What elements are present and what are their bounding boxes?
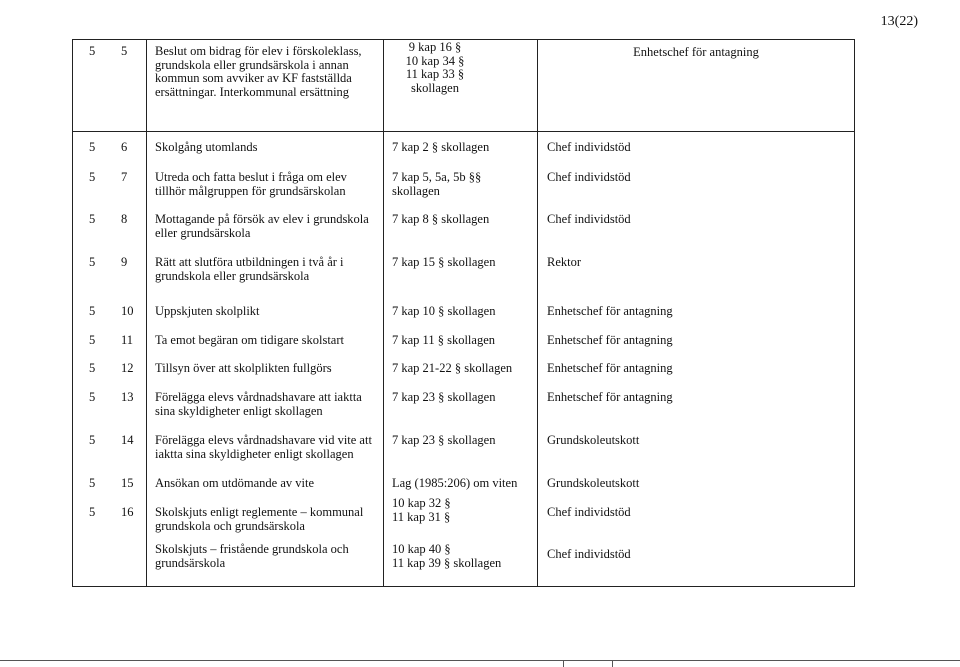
section-number xyxy=(89,477,95,491)
delegate-role xyxy=(547,362,673,376)
cell-line: 5 xyxy=(89,170,96,184)
section-number xyxy=(89,213,95,227)
cell-line: Enhetschef för antagning xyxy=(547,333,673,347)
cell-line: Uppskjuten skolplikt xyxy=(155,304,260,318)
column-divider xyxy=(537,39,538,587)
cell-line: Lag (1985:206) om viten xyxy=(392,476,518,490)
decision-text xyxy=(155,362,332,376)
legal-reference xyxy=(392,543,501,570)
cell-line: Chef individstöd xyxy=(547,505,631,519)
cell-line: Chef individstöd xyxy=(547,140,631,154)
item-number xyxy=(121,477,134,491)
item-number xyxy=(121,45,127,59)
cell-line: Ansökan om utdömande av vite xyxy=(155,476,314,490)
legal-reference xyxy=(392,334,495,348)
section-number xyxy=(89,362,95,376)
cell-line: 7 xyxy=(121,170,128,184)
item-number xyxy=(121,256,127,270)
column-divider xyxy=(146,39,147,587)
cell-line: grundskola och grundsärskola xyxy=(155,518,305,533)
decision-text xyxy=(155,334,344,348)
cell-line: 5 xyxy=(89,505,96,519)
cell-line: 7 kap 11 § skollagen xyxy=(392,333,495,347)
cell-line: Skolskjuts enligt reglemente – kommunal xyxy=(155,505,364,519)
legal-reference xyxy=(392,497,451,524)
section-number xyxy=(89,334,95,348)
cell-line: 8 xyxy=(121,212,128,226)
cell-line: 7 kap 2 § skollagen xyxy=(392,140,490,154)
decision-text xyxy=(155,141,257,155)
section-number xyxy=(89,256,95,270)
item-number xyxy=(121,334,133,348)
cell-line: grundskola eller grundsärskola xyxy=(155,268,310,283)
cell-line: 12 xyxy=(121,361,134,375)
cell-line: 11 kap 39 § skollagen xyxy=(392,555,502,570)
cell-line: Tillsyn över att skolplikten fullgörs xyxy=(155,361,332,375)
cell-line: ersättningar. Interkommunal ersättning xyxy=(155,84,350,99)
delegate-role xyxy=(547,305,673,319)
cell-line: 10 xyxy=(121,304,134,318)
item-number xyxy=(121,506,134,520)
cell-line: 13 xyxy=(121,390,134,404)
section-number xyxy=(89,391,95,405)
cell-line: Rätt att slutföra utbildningen i två år i xyxy=(155,255,344,269)
legal-reference xyxy=(392,256,495,270)
cell-line: 11 kap 33 § xyxy=(405,67,465,81)
cell-line: Utreda och fatta beslut i fråga om elev xyxy=(155,170,347,184)
cell-line: Förelägga elevs vårdnadshavare att iaktta xyxy=(155,390,362,404)
delegate-role xyxy=(547,334,673,348)
cell-line: 11 kap 31 § xyxy=(392,509,451,524)
cell-line: 5 xyxy=(89,433,96,447)
decision-text xyxy=(155,477,314,491)
cell-line: 7 kap 8 § skollagen xyxy=(392,212,490,226)
decision-text xyxy=(155,391,362,418)
item-number xyxy=(121,434,134,448)
delegate-role xyxy=(547,171,631,185)
delegate-role xyxy=(538,46,854,60)
delegate-role xyxy=(547,506,631,520)
legal-reference xyxy=(392,141,489,155)
cell-line: Förelägga elevs vårdnadshavare vid vite att xyxy=(155,433,372,447)
cell-line: 10 kap 32 § xyxy=(392,496,451,510)
cell-line: 6 xyxy=(121,140,128,154)
delegate-role xyxy=(547,391,673,405)
cell-line: 5 xyxy=(89,44,96,58)
cell-line: 5 xyxy=(89,333,96,347)
cell-line: Skolgång utomlands xyxy=(155,140,258,154)
cell-line: Mottagande på försök av elev i grundskola xyxy=(155,212,369,226)
item-number xyxy=(121,141,127,155)
cell-line: Chef individstöd xyxy=(547,170,631,184)
delegate-role xyxy=(547,141,631,155)
cell-line: Skolskjuts – fristående grundskola och xyxy=(155,542,349,556)
cell-line: 7 kap 10 § skollagen xyxy=(392,304,496,318)
cell-line: 9 kap 16 § xyxy=(408,40,462,54)
legal-reference xyxy=(392,434,495,448)
decision-text xyxy=(155,434,372,461)
cell-line: Grundskoleutskott xyxy=(547,476,640,490)
section-number xyxy=(89,141,95,155)
cell-line: 5 xyxy=(89,140,96,154)
cell-line: 11 xyxy=(121,333,134,347)
cell-line: 5 xyxy=(89,255,96,269)
cell-line: Rektor xyxy=(547,255,582,269)
legal-reference xyxy=(384,41,486,95)
cell-line: 5 xyxy=(89,390,96,404)
cell-line: 7 kap 15 § skollagen xyxy=(392,255,496,269)
decision-text xyxy=(155,506,363,533)
cell-line: 9 xyxy=(121,255,128,269)
cell-line: grundskola eller grundsärskola i annan xyxy=(155,57,349,72)
item-number xyxy=(121,362,134,376)
delegate-role xyxy=(547,434,639,448)
cell-line: Grundskoleutskott xyxy=(547,433,640,447)
delegate-role xyxy=(547,213,631,227)
cell-line: Ta emot begäran om tidigare skolstart xyxy=(155,333,344,347)
delegate-role xyxy=(547,548,631,562)
cell-line: 5 xyxy=(89,476,96,490)
decision-text xyxy=(155,45,362,99)
cell-line: 7 kap 5, 5a, 5b §§ xyxy=(392,170,482,184)
cell-line: skollagen xyxy=(392,183,440,198)
section-number xyxy=(89,171,95,185)
delegate-role xyxy=(547,256,581,270)
cell-line: 7 kap 23 § skollagen xyxy=(392,390,496,404)
delegate-role xyxy=(547,477,639,491)
item-number xyxy=(121,213,127,227)
decision-text xyxy=(155,171,347,198)
cell-line: skollagen xyxy=(411,80,459,95)
decision-text xyxy=(155,213,369,240)
cell-line: Enhetschef för antagning xyxy=(547,361,673,375)
cell-line: iaktta sina skyldigheter enligt skollagen xyxy=(155,446,354,461)
cell-line: sina skyldigheter enligt skollagen xyxy=(155,403,323,418)
footer-tick xyxy=(563,660,564,667)
cell-line: Enhetschef för antagning xyxy=(547,304,673,318)
legal-reference xyxy=(392,477,517,491)
cell-line: 10 kap 34 § xyxy=(405,53,465,68)
cell-line: 7 kap 21-22 § skollagen xyxy=(392,361,513,375)
cell-line: 5 xyxy=(89,304,96,318)
section-number xyxy=(89,506,95,520)
item-number xyxy=(121,305,134,319)
legal-reference xyxy=(392,213,489,227)
cell-line: tillhör målgruppen för grundsärskolan xyxy=(155,183,346,198)
decision-text xyxy=(155,305,260,319)
section-number xyxy=(89,45,95,59)
item-number xyxy=(121,171,127,185)
column-divider xyxy=(383,39,384,587)
decision-text xyxy=(155,543,349,570)
legal-reference xyxy=(392,362,512,376)
legal-reference xyxy=(392,171,481,198)
cell-line: Enhetschef för antagning xyxy=(633,45,759,59)
cell-line: 16 xyxy=(121,505,134,519)
cell-line: 5 xyxy=(121,44,128,58)
cell-line: grundsärskola xyxy=(155,555,226,570)
cell-line: kommun som avviker av KF fastställda xyxy=(155,71,352,85)
footer-tick xyxy=(612,660,613,667)
cell-line: 14 xyxy=(121,433,134,447)
row-divider xyxy=(72,131,855,132)
legal-reference xyxy=(392,391,495,405)
cell-line: Chef individstöd xyxy=(547,212,631,226)
section-number xyxy=(89,305,95,319)
cell-line: 5 xyxy=(89,212,96,226)
item-number xyxy=(121,391,134,405)
page-number: 13(22) xyxy=(880,14,918,29)
cell-line: 5 xyxy=(89,361,96,375)
cell-line: Beslut om bidrag för elev i förskoleklass, xyxy=(155,44,362,58)
legal-reference xyxy=(392,305,495,319)
cell-line: 10 kap 40 § xyxy=(392,542,451,556)
cell-line: 7 kap 23 § skollagen xyxy=(392,433,496,447)
footer-rule xyxy=(0,660,960,661)
section-number xyxy=(89,434,95,448)
cell-line: eller grundsärskola xyxy=(155,225,251,240)
cell-line: Enhetschef för antagning xyxy=(547,390,673,404)
cell-line: Chef individstöd xyxy=(547,547,631,561)
decision-text xyxy=(155,256,344,283)
cell-line: 15 xyxy=(121,476,134,490)
